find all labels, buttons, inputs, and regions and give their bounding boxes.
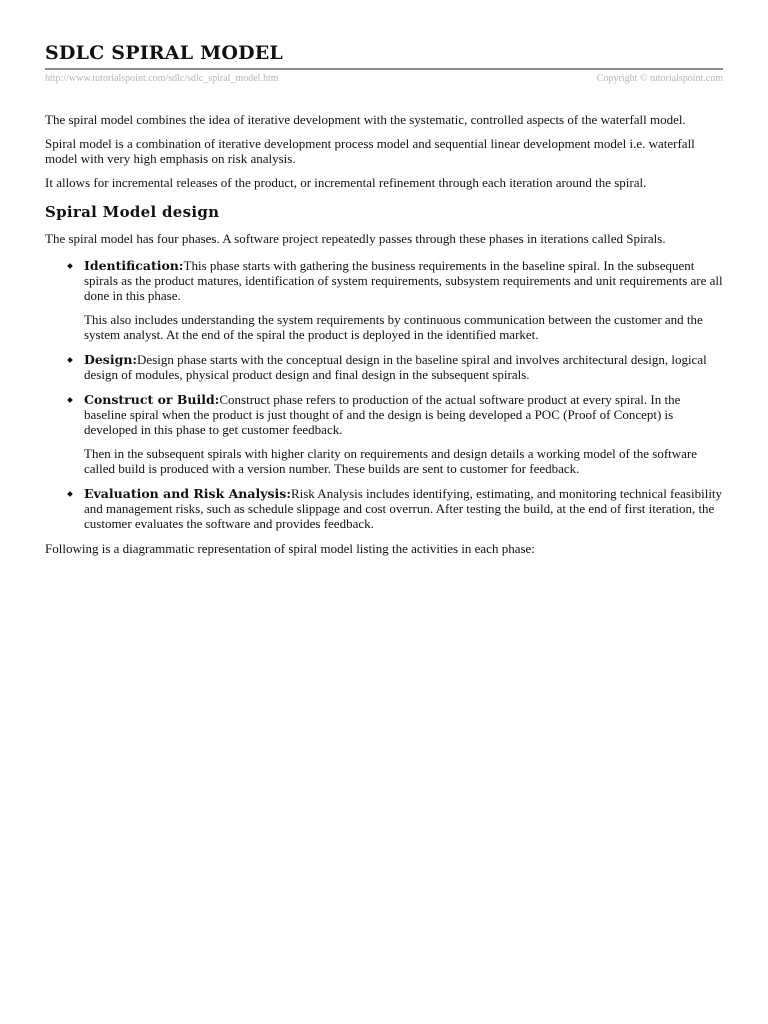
phase-description (84, 486, 723, 531)
page-title: SDLC SPIRAL MODEL (45, 42, 283, 64)
phase-text: Construct phase refers to production of the actual software product at every spiral. In the baseline spiral when the product is just thought of and the design is being developed a POC (Proof of Concept) is developed in this phase to get customer feedback. (84, 392, 681, 437)
document-page (45, 40, 723, 565)
phase-text: Design phase starts with the conceptual design in the baseline spiral and involves architectural design, logical design of modules, physical product design and final design in the subsequent spirals. (84, 352, 707, 382)
intro-paragraph-2: Spiral model is a combination of iterative development process model and sequential linear development model i.e. waterfall model with very high emphasis on risk analysis. (45, 136, 695, 166)
title-divider (45, 68, 723, 70)
intro-paragraph-1: The spiral model combines the idea of iterative development with the systematic, controlled aspects of the waterfall model. (45, 112, 686, 127)
phase-term: Construct or Build: (84, 392, 220, 407)
phase-item-identification (84, 258, 723, 342)
closing-paragraph: Following is a diagrammatic representation of spiral model listing the activities in each phase: (45, 541, 535, 556)
header-meta (45, 72, 723, 85)
phase-term: Identification: (84, 258, 184, 273)
bullet-icon (67, 357, 73, 363)
phase-term: Evaluation and Risk Analysis: (84, 486, 291, 501)
phase-item-evaluation (84, 486, 723, 531)
bullet-icon (67, 397, 73, 403)
section-lead-paragraph: The spiral model has four phases. A software project repeatedly passes through these phases in iterations called Spirals. (45, 231, 666, 246)
copyright-notice: Copyright © tutorialspoint.com (596, 73, 723, 84)
bullet-icon (67, 491, 73, 497)
phase-list (45, 258, 723, 531)
phase-text: This phase starts with gathering the business requirements in the baseline spiral. In the subsequent spirals as the product matures, identification of system requirements, subsystem requirements and unit requirements are all done in this phase. (84, 258, 723, 303)
phase-term: Design: (84, 352, 138, 367)
source-url-link[interactable]: http://www.tutorialspoint.com/sdlc/sdlc_spiral_model.htm (45, 73, 279, 84)
phase-extra-paragraph: Then in the subsequent spirals with higher clarity on requirements and design details a working model of the software called build is produced with a version number. These builds are sent to customer for feedback. (84, 446, 698, 476)
phase-description (84, 258, 723, 303)
phase-description (84, 392, 723, 437)
article-body (45, 112, 723, 556)
intro-paragraph-3: It allows for incremental releases of the product, or incremental refinement through each iteration around the spiral. (45, 175, 647, 190)
section-heading: Spiral Model design (45, 203, 220, 221)
phase-extra-paragraph: This also includes understanding the system requirements by continuous communication between the customer and the system analyst. At the end of the spiral the product is deployed in the identified market. (84, 312, 703, 342)
phase-description (84, 352, 723, 382)
phase-item-construct (84, 392, 723, 476)
phase-text: Risk Analysis includes identifying, estimating, and monitoring technical feasibility and management risks, such as schedule slippage and cost overrun. After testing the build, at the end of first iteration, the customer evaluates the software and provides feedback. (84, 486, 723, 531)
bullet-icon (67, 263, 73, 269)
phase-item-design (84, 352, 723, 382)
